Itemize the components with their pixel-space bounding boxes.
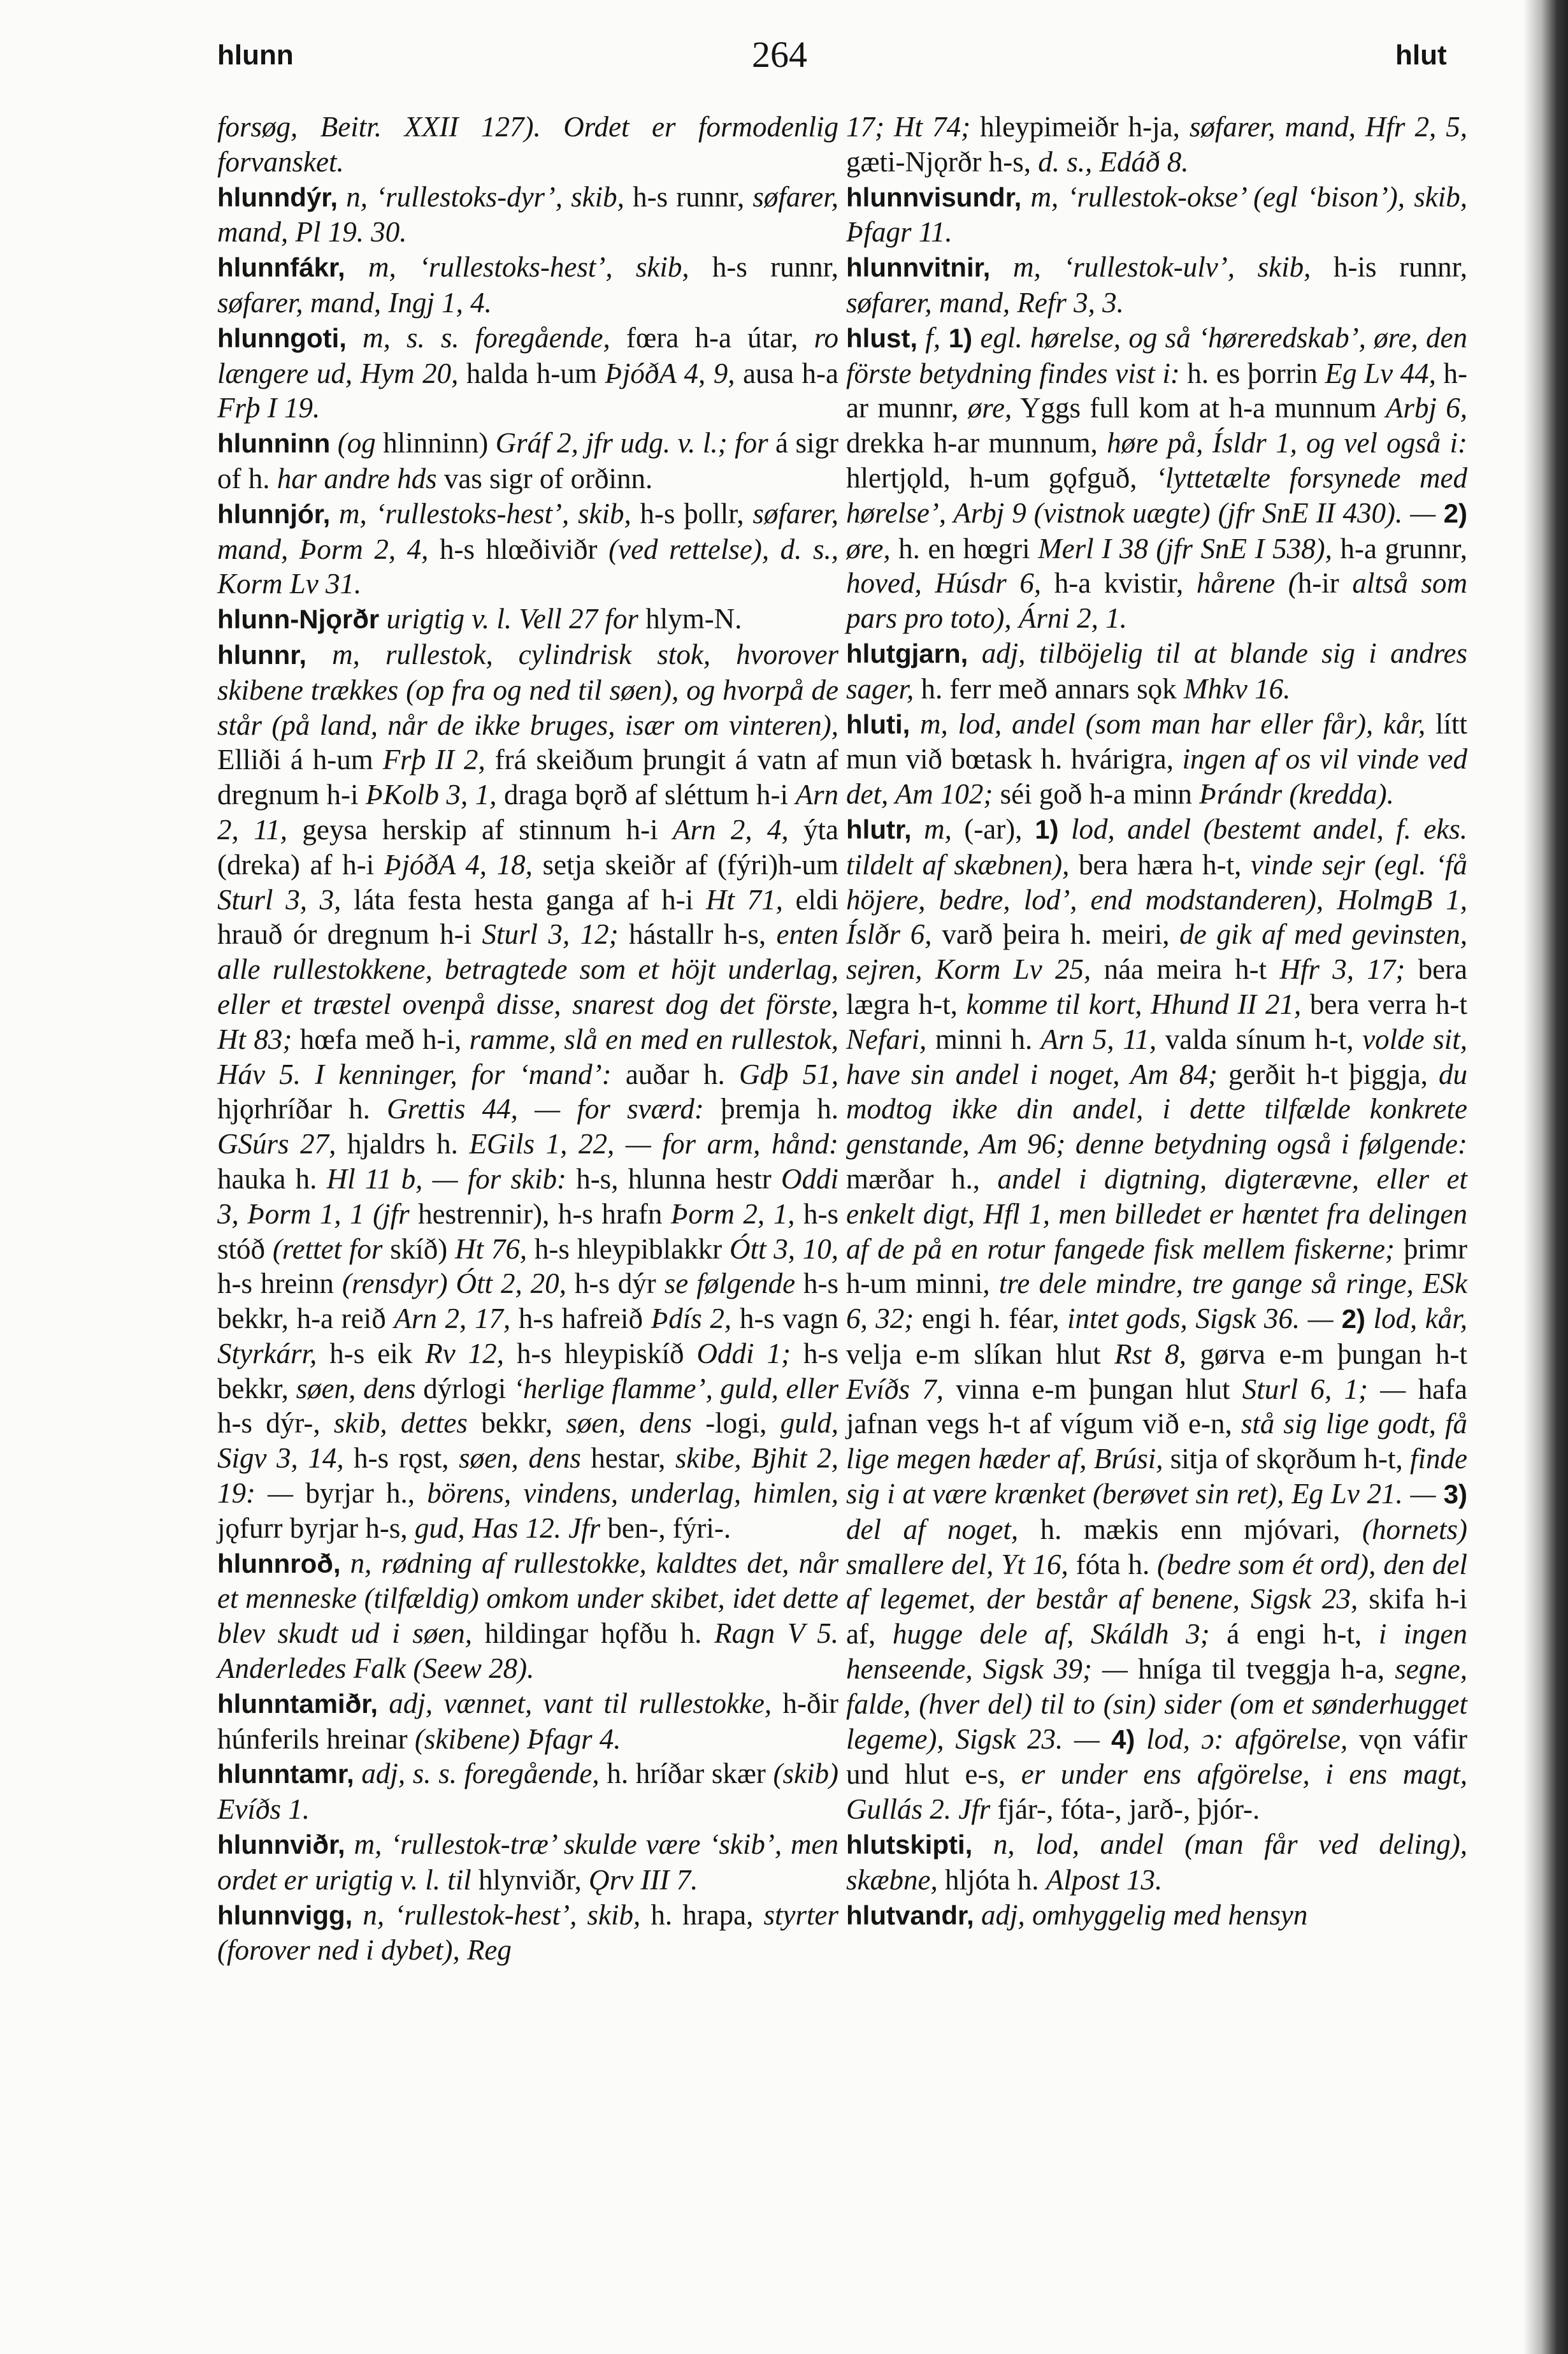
dictionary-entry bbox=[217, 602, 838, 637]
italic-gloss: ‘herlige flamme’, guld, eller bbox=[513, 1372, 838, 1404]
italic-gloss: Evíðs 7, bbox=[846, 1373, 944, 1405]
headword: hlutskipti, bbox=[846, 1830, 973, 1860]
citation-text: á engi h-t, bbox=[1209, 1618, 1379, 1650]
italic-gloss: m, ‘rullestok-ulv’, skib, bbox=[990, 251, 1311, 284]
italic-gloss: Oddi 3, Þorm 1, 1 (jfr bbox=[217, 1162, 838, 1230]
italic-gloss: hårene ( bbox=[1196, 567, 1298, 600]
citation-text: láta festa hesta ganga af h-i bbox=[341, 883, 706, 916]
italic-gloss: Sturl 6, 1; — bbox=[1242, 1373, 1406, 1405]
headword: hlunninn bbox=[217, 428, 331, 459]
italic-gloss: lod, kår, bbox=[1365, 1303, 1468, 1335]
italic-gloss: GSúrs 27, bbox=[217, 1128, 336, 1160]
citation-text: séi goð h-a minn bbox=[993, 778, 1200, 811]
italic-gloss: (og bbox=[330, 427, 376, 459]
dictionary-entry bbox=[217, 180, 838, 250]
italic-gloss: Frþ II 2, bbox=[382, 744, 486, 776]
italic-gloss: søfarer, mand, Þorm 2, 4, bbox=[217, 497, 838, 565]
headword: 2) bbox=[1435, 498, 1467, 528]
citation-text: h-a kvistir, bbox=[1041, 567, 1197, 600]
italic-gloss: (hornets) smallere del, Yt 16, bbox=[846, 1513, 1467, 1580]
citation-text: h. ferr með annars sǫk bbox=[914, 672, 1184, 705]
citation-text: h. hrapa, bbox=[640, 1898, 764, 1931]
italic-gloss: m, ‘rullestoks-hest’, skib, bbox=[345, 251, 689, 284]
italic-gloss: søfarer, mand, Ingj 1, 4. bbox=[217, 286, 492, 319]
citation-text: hestar, bbox=[580, 1442, 675, 1475]
citation-text: hildingar hǫfðu h. bbox=[472, 1617, 715, 1650]
citation-text: h-ðir húnferils hreinar bbox=[217, 1687, 838, 1755]
italic-gloss: segne, falde, (hver del) til to (sin) sider (om et sønderhugget legeme), Sigsk 23. — bbox=[846, 1653, 1467, 1755]
italic-gloss: Ht 71, bbox=[705, 883, 783, 916]
headword: hlunnvigg, bbox=[217, 1900, 353, 1930]
headword: hluti, bbox=[846, 709, 910, 739]
headword: hlunnviðr, bbox=[217, 1830, 345, 1860]
citation-text: h-s þollr, bbox=[631, 497, 753, 530]
citation-text: h. mækis enn mjóvari, bbox=[1018, 1513, 1362, 1545]
italic-gloss: Ragn V 5. Anderledes Falk (Seew 28). bbox=[217, 1617, 838, 1685]
citation-text: Elliði á h-um bbox=[217, 744, 383, 776]
italic-gloss: Arn 2, 17, bbox=[394, 1303, 511, 1335]
citation-text: hauka h. bbox=[217, 1162, 327, 1195]
italic-gloss: altså som pars pro toto), Árni 2, 1. bbox=[846, 567, 1467, 635]
italic-gloss: m, ‘rullestoks-hest’, skib, bbox=[330, 497, 631, 530]
headword: hlust, bbox=[846, 322, 917, 353]
italic-gloss: (rensdyr) Ótt 2, 20, bbox=[342, 1267, 566, 1300]
italic-gloss: n, ‘rullestoks-dyr’, skib, bbox=[338, 180, 624, 213]
citation-text: fóta h. bbox=[1068, 1548, 1158, 1580]
italic-gloss: (rettet for bbox=[272, 1232, 383, 1265]
headword: hlunndýr, bbox=[217, 182, 338, 212]
italic-gloss: guld, Sigv 3, 14, bbox=[217, 1407, 838, 1475]
italic-gloss: ÞjóðA 4, 9, bbox=[605, 357, 735, 389]
citation-text: fœra h-a útar, bbox=[610, 321, 814, 354]
headword: 4) bbox=[1099, 1724, 1135, 1754]
italic-gloss: Þorm 2, 1, bbox=[670, 1197, 795, 1230]
page-number: 264 bbox=[752, 34, 807, 75]
citation-text: vas sigr of orðinn. bbox=[436, 462, 653, 495]
italic-gloss: enten alle rullestokkene, betragtede som et höjt underlag, eller et træstel ovenpå disse, snarest dog det förste, Ht 83; bbox=[217, 918, 838, 1055]
italic-gloss: Oddi 1; bbox=[696, 1337, 791, 1369]
citation-text: hjǫrhríðar h. bbox=[217, 1093, 387, 1125]
citation-text: hljóta h. bbox=[937, 1863, 1046, 1896]
citation-text: hníga til tveggja h-a, bbox=[1128, 1653, 1395, 1686]
italic-gloss: du modtog ikke din andel, i dette tilfælde konkrete genstande, Am 96; denne betydning også i følgende: bbox=[846, 1058, 1467, 1160]
italic-gloss: adj, s. s. foregående, bbox=[354, 1758, 600, 1790]
headword: hlutvandr, bbox=[846, 1900, 974, 1930]
italic-gloss: søen, dens bbox=[459, 1442, 581, 1475]
citation-text: hlynviðr, bbox=[471, 1863, 589, 1896]
italic-gloss: (ved rettelse), d. s., Korm Lv 31. bbox=[217, 533, 838, 600]
citation-text: halda h-um bbox=[458, 357, 605, 389]
italic-gloss: øre, bbox=[846, 532, 891, 565]
italic-gloss: m, lod, andel (som man har eller får), kår, bbox=[910, 707, 1426, 740]
italic-gloss: börens, vindens, underlag, himlen, bbox=[427, 1477, 838, 1510]
citation-text: byrjar h., bbox=[293, 1477, 428, 1510]
headword: hlunnfákr, bbox=[217, 252, 345, 283]
italic-gloss: Styrkárr, bbox=[217, 1337, 317, 1369]
citation-text: h-s runnr, bbox=[624, 180, 753, 213]
italic-gloss: Frþ I 19. bbox=[217, 392, 320, 424]
citation-text: hleypimeiðr h-ja, bbox=[970, 111, 1190, 143]
citation-text: h. en hœgri bbox=[890, 532, 1039, 565]
italic-gloss: m, bbox=[911, 812, 952, 845]
headword: hlunntamr, bbox=[217, 1759, 354, 1789]
headword: 2) bbox=[1333, 1304, 1365, 1334]
italic-gloss: urigtig v. l. Vell 27 for bbox=[379, 603, 638, 635]
citation-text: þrimr h-um minni, bbox=[846, 1232, 1467, 1300]
citation-text: skíð) bbox=[382, 1232, 456, 1265]
right-column bbox=[846, 110, 1467, 1933]
citation-text: h-s dýr-, bbox=[217, 1407, 334, 1440]
dictionary-entry bbox=[217, 321, 838, 426]
citation-text: frá skeiðum þrungit á vatn af dregnum h-i bbox=[217, 744, 838, 811]
italic-gloss: er under ens afgörelse, i ens magt, Gullás 2. Jfr bbox=[846, 1758, 1467, 1826]
italic-gloss: søfarer, mand, Hfr 2, 5, bbox=[1189, 111, 1468, 143]
dictionary-entry bbox=[846, 636, 1467, 707]
italic-gloss: Hfr 3, 17; bbox=[1279, 953, 1406, 986]
citation-text: (-ar), bbox=[951, 812, 1023, 845]
citation-text: h-s eik bbox=[317, 1337, 426, 1369]
citation-text: sitja of skǫrðum h-t, bbox=[1163, 1443, 1411, 1475]
left-column bbox=[217, 110, 838, 1968]
entry-continuation bbox=[217, 110, 838, 180]
italic-gloss: m, ‘rullestok-okse’ (egl ‘bison’), skib, Þfagr 11. bbox=[846, 180, 1467, 249]
citation-text: varð þeira h. meiri, bbox=[931, 918, 1180, 951]
italic-gloss: tre dele mindre, tre gange så ringe, ESk 6, 32; bbox=[846, 1267, 1468, 1335]
citation-text: h-s hlœðiviðr bbox=[428, 533, 609, 565]
italic-gloss: Rst 8, bbox=[1114, 1338, 1186, 1370]
italic-gloss: adj, tilböjelig til at blande sig i andres sager, bbox=[846, 637, 1467, 705]
dictionary-entry bbox=[846, 707, 1467, 812]
italic-gloss: Arbj 6, bbox=[1385, 392, 1467, 424]
italic-gloss: søen, dens bbox=[566, 1407, 692, 1440]
italic-gloss: Rv 12, bbox=[425, 1337, 504, 1369]
italic-gloss: hoved, Húsdr 6, bbox=[846, 567, 1042, 600]
dictionary-entry bbox=[846, 180, 1467, 250]
italic-gloss: komme til kort, Hhund II 21, bbox=[966, 988, 1302, 1020]
citation-text: vǫn váfir und hlut e-s, bbox=[846, 1722, 1468, 1791]
italic-gloss: 17; Ht 74; bbox=[846, 111, 971, 143]
italic-gloss: n, ‘rullestok-hest’, skib, bbox=[352, 1898, 641, 1931]
citation-text: náa meira h-t bbox=[1091, 953, 1280, 986]
citation-text: h-s runnr, bbox=[689, 251, 839, 284]
citation-text: bera verra h-t bbox=[1301, 988, 1467, 1020]
citation-text: hestrennir), h-s hrafn bbox=[409, 1197, 671, 1230]
italic-gloss: i ingen henseende, Sigsk 39; — bbox=[846, 1618, 1467, 1686]
citation-text: h-s hafreið bbox=[510, 1303, 651, 1335]
italic-gloss: EGils 1, 22, — for arm, hånd: bbox=[469, 1128, 838, 1160]
italic-gloss: d. s., Edáð 8. bbox=[1038, 145, 1189, 178]
citation-text: fjár-, fóta-, jarð-, þjór-. bbox=[990, 1793, 1260, 1826]
italic-gloss: se følgende bbox=[664, 1267, 796, 1300]
italic-gloss: høre på, Ísldr 1, og vel også i: bbox=[1107, 427, 1467, 459]
dictionary-entry bbox=[217, 1827, 838, 1898]
headword: hlunnr, bbox=[217, 639, 306, 670]
citation-text: ben-, fýri-. bbox=[600, 1512, 731, 1544]
italic-gloss: andel i digtning, digterævne, eller et enkelt digt, Hfl 1, men billedet er hæntet fra delingen af de på en rotur fangede fisk mellem fiskerne; bbox=[846, 1162, 1467, 1265]
citation-text: h-s vagn bbox=[731, 1303, 838, 1335]
italic-gloss: Gdþ 51, bbox=[739, 1058, 839, 1090]
italic-gloss: (bedre som ét ord), den del af legemet, der består af benene, Sigsk 23, bbox=[846, 1548, 1467, 1615]
italic-gloss: Sturl 3, 3, bbox=[217, 883, 342, 916]
italic-gloss: m, s. s. foregående, bbox=[346, 321, 610, 354]
citation-text: gæti-Njǫrðr h-s, bbox=[846, 145, 1039, 178]
dictionary-entry bbox=[217, 1546, 838, 1686]
dictionary-entry bbox=[846, 1827, 1467, 1898]
italic-gloss: ÞKolb 3, 1, bbox=[365, 779, 497, 811]
citation-text: drekka h-ar munnum, bbox=[846, 427, 1107, 459]
dictionary-entry bbox=[217, 250, 838, 321]
dictionary-entry bbox=[217, 426, 838, 496]
citation-text: þremja h. bbox=[703, 1093, 838, 1125]
citation-text: h-is runnr, bbox=[1311, 251, 1468, 284]
citation-text: h. es þorrin bbox=[1179, 357, 1325, 389]
italic-gloss: n, rødning af rullestokke, kaldtes det, når et menneske (tilfældig) omkom under skibet, idet dette blev skudt ud i søen, bbox=[217, 1547, 838, 1650]
citation-text: h-ir bbox=[1297, 567, 1353, 600]
italic-gloss: ro længere ud, Hym 20, bbox=[217, 321, 838, 389]
italic-gloss: de gik af med gevinsten, sejren, Korm Lv 25, bbox=[846, 918, 1468, 986]
dictionary-entry bbox=[846, 250, 1467, 321]
citation-text: h-s stóð bbox=[217, 1197, 839, 1265]
citation-text: eldi hrauð ór dregnum h-i bbox=[217, 883, 839, 951]
citation-text: h-a grunnr, bbox=[1332, 532, 1467, 565]
citation-text: minni h. bbox=[926, 1023, 1041, 1055]
citation-text: setja skeiðr af (fýri)h-um bbox=[532, 848, 838, 881]
italic-gloss: del af noget, bbox=[846, 1513, 1019, 1545]
italic-gloss: Arn 5, 11, bbox=[1040, 1023, 1157, 1055]
italic-gloss: gud, Has 12. Jfr bbox=[414, 1512, 601, 1544]
italic-gloss: m, ‘rullestok-træ’ skulde være ‘skib’, men ordet er urigtig v. l. til bbox=[217, 1828, 838, 1896]
italic-gloss: Arn 2, 4, bbox=[672, 813, 789, 846]
citation-text: dýrlogi bbox=[415, 1372, 514, 1404]
headword: hlutr, bbox=[846, 814, 912, 844]
italic-gloss: Sturl 3, 12; bbox=[482, 918, 619, 951]
citation-text: h-s bekkr, h-a reið bbox=[217, 1267, 839, 1335]
citation-text: auðar h. bbox=[611, 1058, 740, 1090]
citation-text: draga bǫrð af sléttum h-i bbox=[496, 779, 796, 811]
italic-gloss: Eg Lv 44, bbox=[1325, 357, 1436, 389]
headword: hlunnroð, bbox=[217, 1548, 341, 1578]
running-head-left: hlunn bbox=[217, 40, 294, 71]
italic-gloss: Merl I 38 (jfr SnE I 538), bbox=[1038, 532, 1332, 565]
italic-gloss: søfarer, mand, Pl 19. 30. bbox=[217, 180, 838, 249]
italic-gloss: Hl 11 b, — for skib: bbox=[326, 1162, 566, 1195]
headword: hlunnvitnir, bbox=[846, 252, 991, 283]
italic-gloss: styrter (forover ned i dybet), Reg bbox=[217, 1898, 838, 1967]
italic-gloss: n, lod, andel (man får ved deling), skæbne, bbox=[846, 1828, 1467, 1896]
citation-text: hafa jafnan vegs h-t af vígum við e-n, bbox=[846, 1373, 1468, 1440]
italic-gloss: Mhkv 16. bbox=[1183, 672, 1291, 705]
citation-text: h-s hleypiblakkr bbox=[527, 1232, 730, 1265]
citation-text: h-s rǫst, bbox=[343, 1442, 459, 1475]
citation-text: hlym-N. bbox=[638, 603, 742, 635]
italic-gloss: intet gods, Sigsk 36. — bbox=[1067, 1303, 1334, 1335]
citation-text: vinna e-m þungan hlut bbox=[944, 1373, 1242, 1405]
citation-text: hœfa með h-i, bbox=[292, 1023, 470, 1055]
italic-gloss: skibe, Bjhit 2, 19: — bbox=[217, 1442, 838, 1510]
citation-text: jǫfurr byrjar h-s, bbox=[217, 1512, 415, 1544]
italic-gloss: Gráf 2, jfr udg. v. l.; for bbox=[495, 427, 768, 459]
dictionary-entry bbox=[217, 496, 838, 602]
italic-gloss: hugge dele af, Skáldh 3; bbox=[892, 1618, 1210, 1650]
italic-gloss: øre, bbox=[967, 392, 1012, 424]
entry-continuation bbox=[846, 110, 1467, 180]
headword: hlunntamiðr, bbox=[217, 1688, 378, 1719]
citation-text: hlertjǫld, h-um gǫfguð, bbox=[846, 461, 1156, 494]
citation-text: gørva e-m þungan h-t bbox=[1186, 1338, 1467, 1370]
headword: hlunnvisundr, bbox=[846, 182, 1022, 212]
citation-text: valda sínum h-t, bbox=[1156, 1023, 1363, 1055]
italic-gloss: adj, vænnet, vant til rullestokke, bbox=[378, 1687, 772, 1719]
italic-gloss: vinde sejr (egl. ‘få höjere, bedre, lod’, end modstanderen), HolmgB 1, Íslðr 6, bbox=[846, 848, 1467, 951]
italic-gloss: volde sit, have sin andel i noget, Am 84; bbox=[846, 1023, 1467, 1090]
citation-text: gerðit h-t þiggja, bbox=[1217, 1058, 1439, 1090]
headword: hlutgjarn, bbox=[846, 638, 968, 668]
citation-text: Yggs full kom at h-a munnum bbox=[1012, 392, 1386, 424]
headword: 1) bbox=[1022, 814, 1059, 844]
italic-gloss: ramme, slå en med en rullestok, Háv 5. I kenninger, for ‘mand’: bbox=[217, 1023, 838, 1090]
citation-text: ausa h-a bbox=[735, 357, 839, 389]
citation-text: ýta (dreka) af h-i bbox=[217, 813, 838, 881]
headword: hlunn-Njǫrðr bbox=[217, 604, 380, 635]
citation-text: bera lægra h-t, bbox=[846, 953, 1468, 1020]
headword: hlunnjór, bbox=[217, 498, 331, 529]
italic-gloss: finde sig i at være krænket (berøvet sin ret), Eg Lv 21. — bbox=[846, 1443, 1467, 1510]
italic-gloss: Ótt 3, 10, bbox=[729, 1232, 839, 1265]
citation-text: h-s dýr bbox=[566, 1267, 665, 1300]
citation-text: h. hríðar skær bbox=[599, 1758, 773, 1790]
italic-gloss: skib, dettes bbox=[333, 1407, 468, 1440]
citation-text: hástallr h-s, bbox=[618, 918, 777, 951]
citation-text: h-s bekkr, bbox=[217, 1337, 838, 1404]
citation-text: engi h. féar, bbox=[914, 1303, 1068, 1335]
citation-text: -logi, bbox=[691, 1407, 780, 1440]
dictionary-entry bbox=[217, 637, 838, 1546]
italic-gloss: søfarer, mand, Refr 3, 3. bbox=[846, 286, 1124, 319]
italic-gloss: Alpost 13. bbox=[1046, 1863, 1163, 1896]
italic-gloss: ingen af os vil vinde ved det, Am 102; bbox=[846, 743, 1467, 811]
headword: 1) bbox=[940, 322, 973, 353]
dictionary-entry bbox=[217, 1686, 838, 1757]
headword: 3) bbox=[1435, 1479, 1468, 1510]
italic-gloss: Ht 76, bbox=[455, 1232, 528, 1265]
italic-gloss: ÞjóðA 4, 18, bbox=[384, 848, 533, 881]
running-head-right: hlut bbox=[1395, 40, 1447, 71]
italic-gloss: stå sig lige godt, få lige megen hæder af, Brúsi, bbox=[846, 1408, 1467, 1475]
italic-gloss: Þrándr (kredda). bbox=[1199, 778, 1394, 811]
italic-gloss: lod, ɔ: afgörelse, bbox=[1135, 1722, 1348, 1755]
citation-text: bekkr, bbox=[467, 1407, 566, 1440]
italic-gloss: ‘lyttetælte forsynede med hørelse’, Arbj 9 (vistnok uægte) (jfr SnE II 430). — bbox=[846, 461, 1467, 529]
italic-gloss: Þdís 2, bbox=[651, 1303, 732, 1335]
dictionary-entry bbox=[217, 1756, 838, 1827]
headword: hlunngoti, bbox=[217, 322, 347, 353]
citation-text: geysa herskip af stinnum h-i bbox=[287, 813, 673, 846]
italic-gloss: har andre hds bbox=[277, 462, 437, 495]
italic-gloss: Ǫrv III 7. bbox=[589, 1863, 698, 1896]
citation-text: hlinninn) bbox=[375, 427, 496, 459]
dictionary-entry bbox=[846, 812, 1467, 1827]
italic-gloss: m, rullestok, cylindrisk stok, hvorover skibene trækkes (op fra og ned til søen), og hvorpå de står (på land, når de ikke bruges, især om vinteren), bbox=[217, 638, 838, 741]
citation-text: á sigr of h. bbox=[217, 427, 838, 495]
italic-gloss: f, bbox=[917, 321, 941, 354]
citation-text: h-ar munnr, bbox=[846, 357, 1467, 424]
citation-text: mærðar h., bbox=[846, 1162, 998, 1195]
italic-gloss: Arn 2, 11, bbox=[217, 779, 838, 846]
italic-gloss: egl. hørelse, og så ‘høreredskab’, øre, den förste betydning findes vist i: bbox=[846, 321, 1467, 389]
dictionary-entry bbox=[846, 1898, 1467, 1933]
italic-gloss: Nefari, bbox=[846, 1023, 927, 1055]
dictionary-entry bbox=[217, 1898, 838, 1968]
italic-gloss: forsøg, Beitr. XXII 127). Ordet er formodenlig forvansket. bbox=[217, 111, 838, 178]
citation-text: lítt mun við bœtask h. hvárigra, bbox=[846, 707, 1467, 776]
citation-text: h-s, hlunna hestr bbox=[566, 1162, 781, 1195]
citation-text: skifa h-i af, bbox=[846, 1583, 1467, 1650]
italic-gloss: lod, andel (bestemt andel, f. eks. tildelt af skæbnen), bbox=[846, 812, 1467, 881]
citation-text: hjaldrs h. bbox=[336, 1128, 470, 1160]
citation-text: h-s hreinn bbox=[217, 1267, 342, 1300]
citation-text: h-s hleypiskíð bbox=[503, 1337, 697, 1369]
dictionary-entry bbox=[846, 321, 1467, 636]
citation-text: velja e-m slíkan hlut bbox=[846, 1338, 1115, 1370]
italic-gloss: søen, dens bbox=[296, 1372, 416, 1404]
italic-gloss: (skibene) Þfagr 4. bbox=[414, 1722, 621, 1755]
citation-text: bera hæra h-t, bbox=[1069, 848, 1251, 881]
italic-gloss: (skib) Evíðs 1. bbox=[217, 1758, 838, 1826]
italic-gloss: Grettis 44, — for sværd: bbox=[387, 1093, 704, 1125]
italic-gloss: adj, omhyggelig med hensyn bbox=[974, 1898, 1308, 1931]
page-binding-edge bbox=[1523, 0, 1568, 2354]
